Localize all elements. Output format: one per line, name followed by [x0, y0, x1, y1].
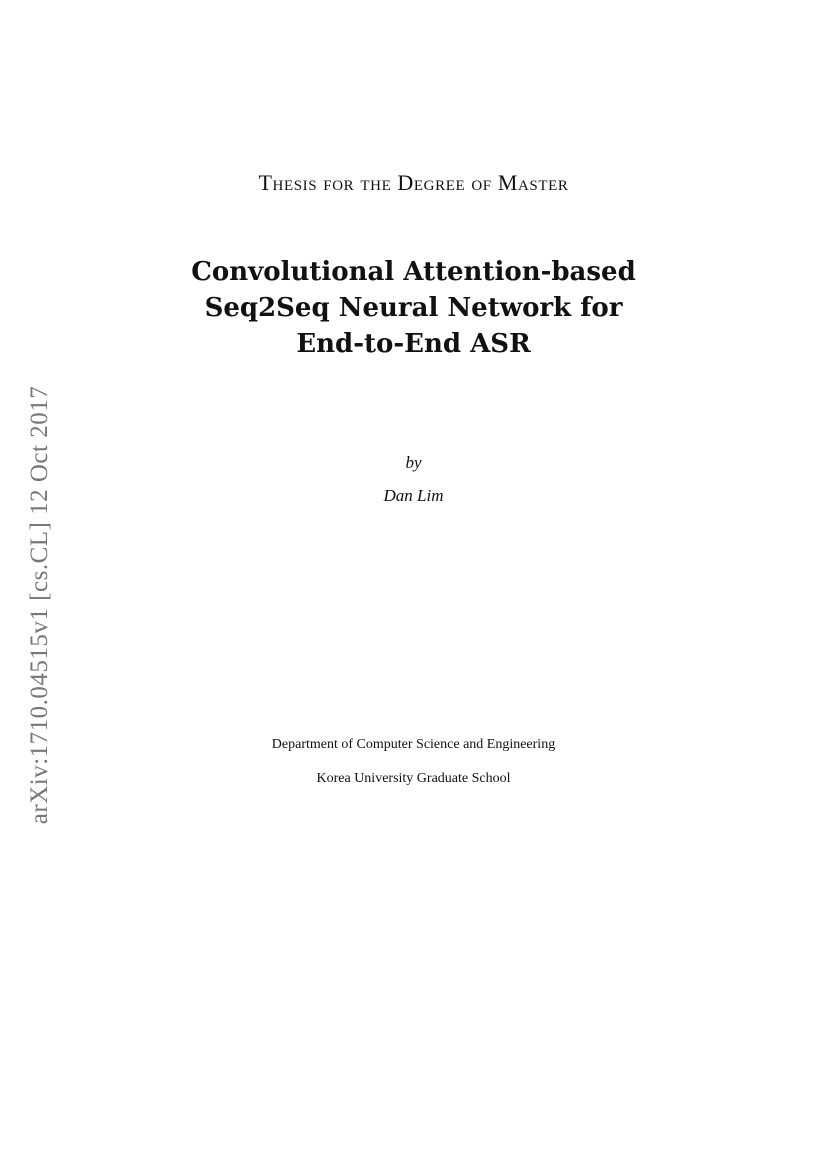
title-line: Convolutional Attention-based: [191, 257, 636, 287]
title-line: End-to-End ASR: [296, 329, 531, 359]
by-label: by: [405, 453, 422, 472]
school-name: Korea University Graduate School: [316, 771, 511, 786]
title-line: Seq2Seq Neural Network for: [204, 293, 623, 323]
thesis-title: [0, 254, 827, 362]
degree-header: Thesis for the Degree of Master: [258, 170, 569, 195]
author-name: Dan Lim: [383, 486, 444, 505]
department-name: Department of Computer Science and Engineering: [271, 737, 556, 752]
arxiv-identifier-stamp: arXiv:1710.04515v1 [cs.CL] 12 Oct 2017: [26, 385, 53, 825]
